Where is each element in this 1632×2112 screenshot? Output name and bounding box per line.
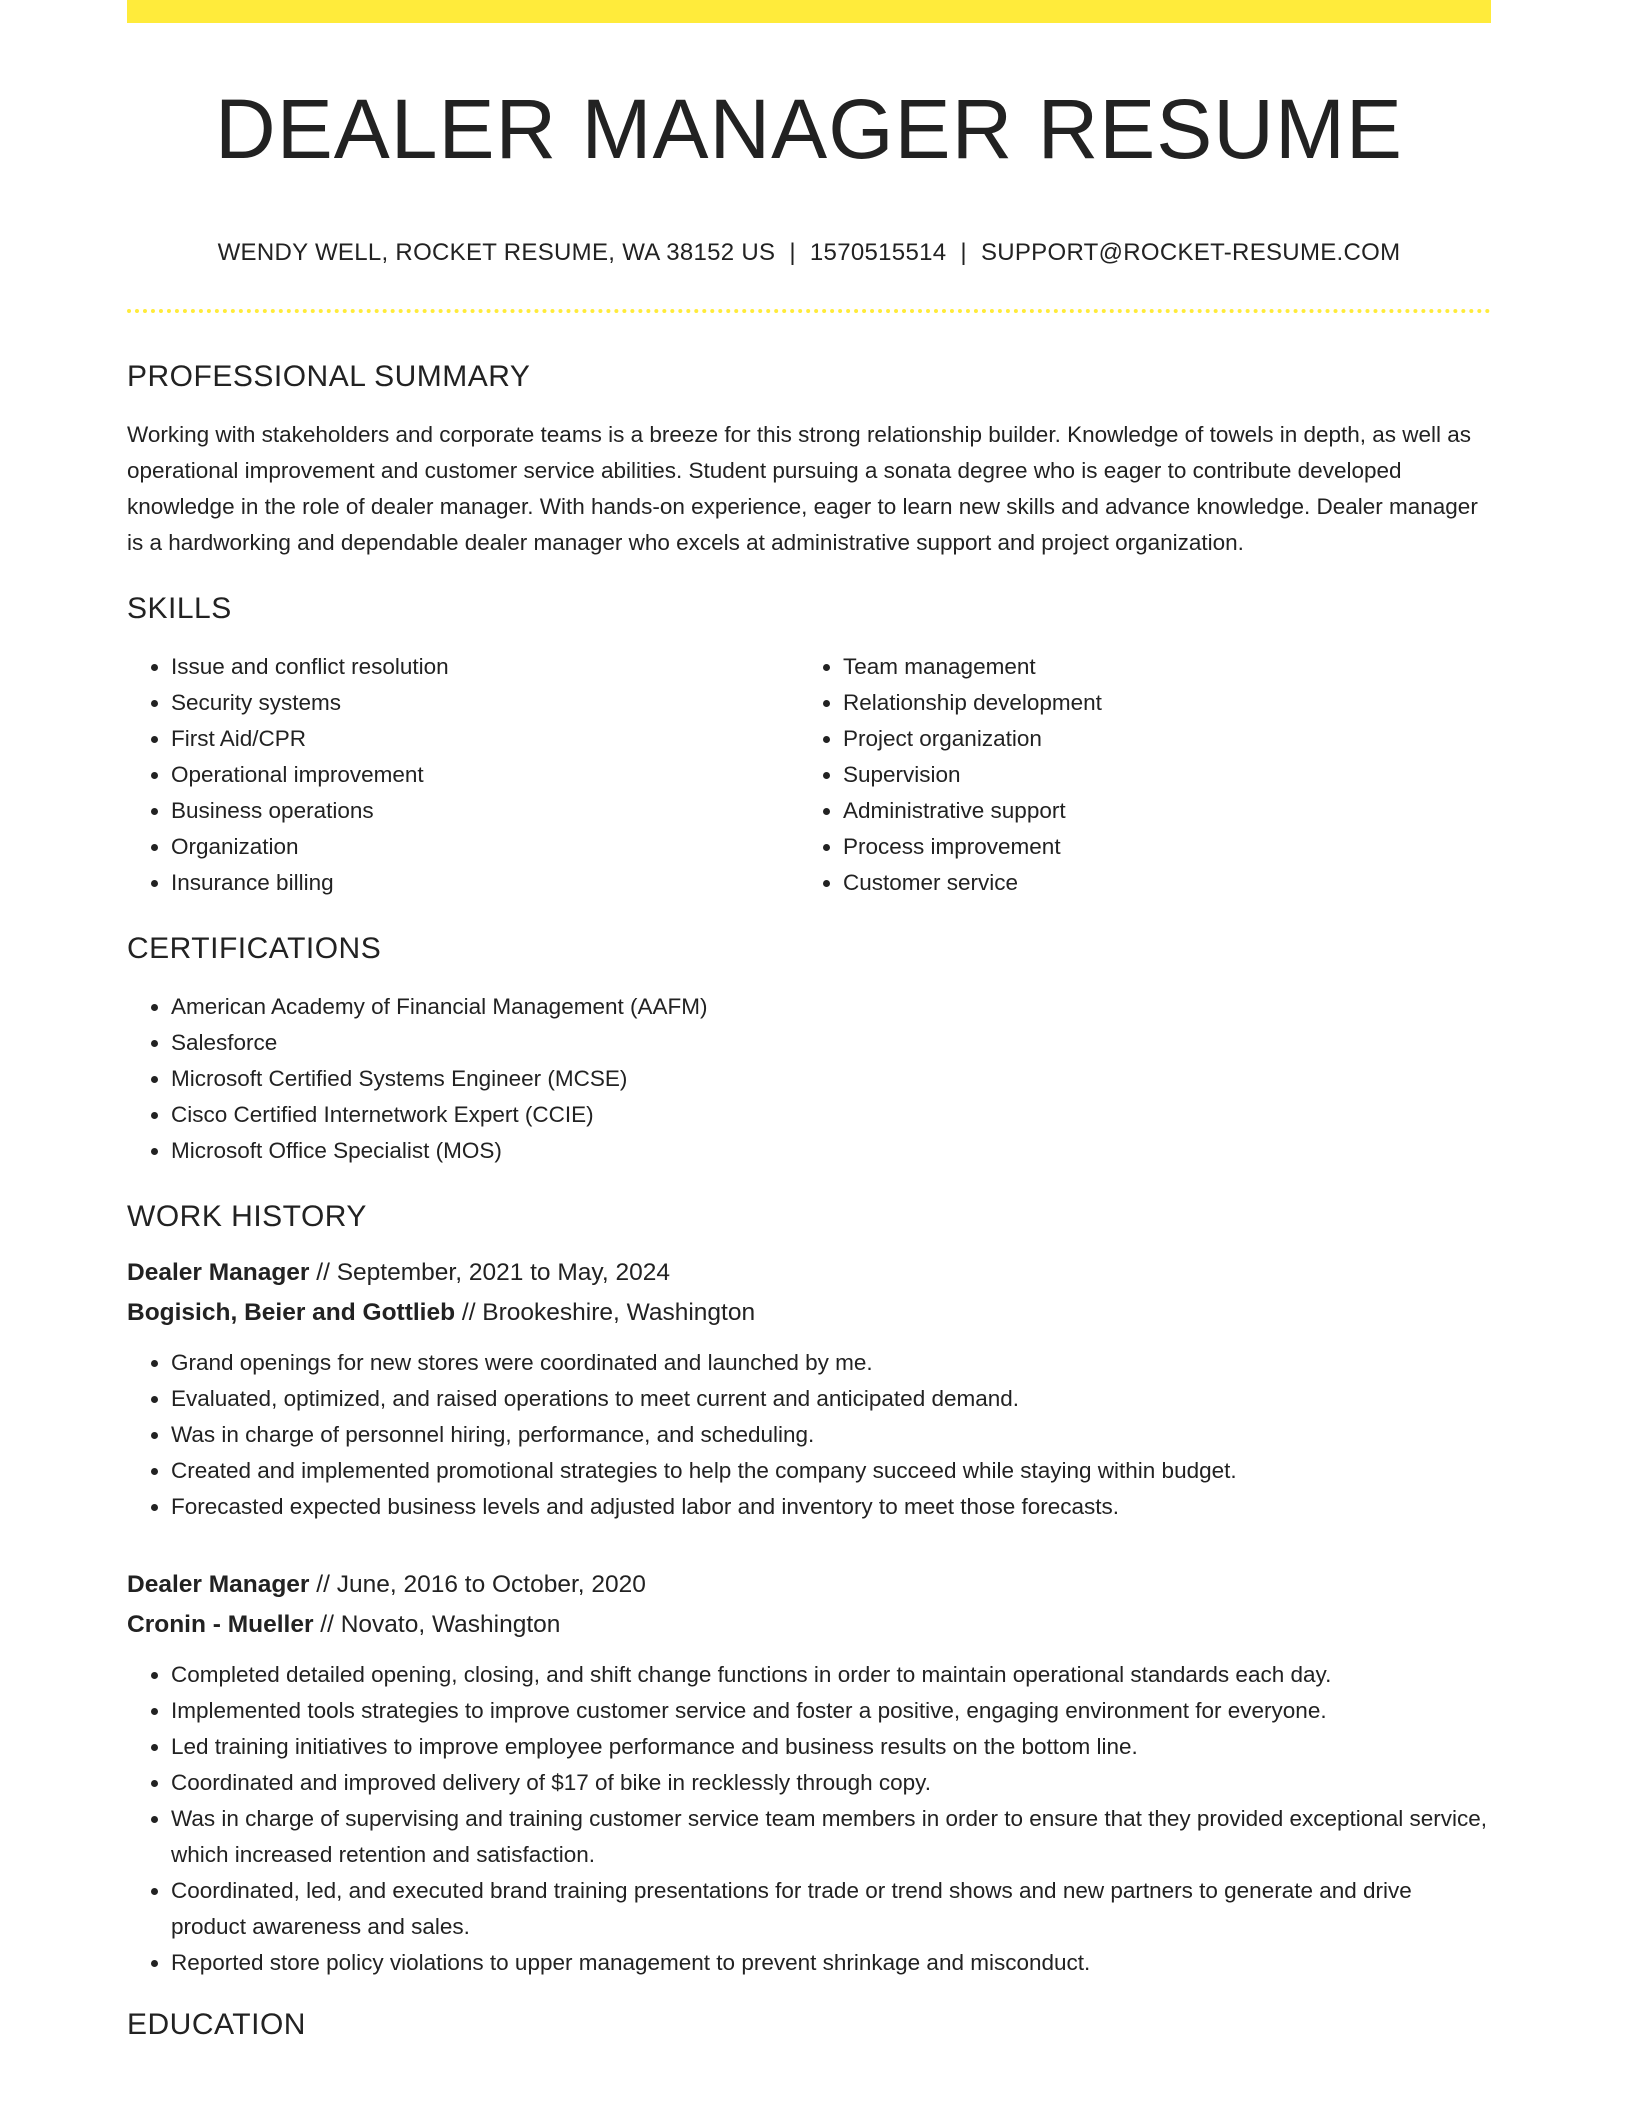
- section-heading-certifications: CERTIFICATIONS: [127, 932, 382, 966]
- job-dates: // June, 2016 to October, 2020: [309, 1571, 646, 1599]
- skill-item: • Relationship development: [843, 685, 1471, 721]
- skill-item: • Project organization: [843, 721, 1471, 757]
- job-company-line: [127, 1605, 1491, 1645]
- summary-text: Working with stakeholders and corporate teams is a breeze for this strong relationship builder. Knowledge of towels in depth, as well as operational improvement and customer service abilities. Student pursuing a sonata degree who is eager to contribute developed knowledge in the role of dealer manager. With hands-on experience, eager to learn new skills and advance knowledge. Dealer manager is a hardworking and dependable dealer manager who excels at administrative support and project organization.: [127, 422, 1478, 556]
- certification-item: • Microsoft Office Specialist (MOS): [171, 1133, 1491, 1169]
- contact-address: WENDY WELL, ROCKET RESUME, WA 38152 US: [217, 239, 776, 267]
- job-company: Bogisich, Beier and Gottlieb: [127, 1299, 456, 1327]
- job-location: // Brookeshire, Washington: [455, 1299, 756, 1327]
- job-bullet: • Coordinated, led, and executed brand training presentations for trade or trend shows and new partners to generate and drive product awareness and sales.: [171, 1873, 1491, 1945]
- skills-list-left: [127, 649, 799, 901]
- job-bullet: • Coordinated and improved delivery of $17 of bike in recklessly through copy.: [171, 1765, 1491, 1801]
- skill-item: • Organization: [171, 829, 799, 865]
- job-role: Dealer Manager: [127, 1259, 310, 1287]
- skill-item: • Supervision: [843, 757, 1471, 793]
- skill-item: • Insurance billing: [171, 865, 799, 901]
- dotted-divider: [127, 309, 1491, 313]
- section-heading-summary: PROFESSIONAL SUMMARY: [127, 360, 531, 394]
- section-heading-skills: SKILLS: [127, 592, 232, 626]
- certifications-list: [127, 989, 1491, 1169]
- contact-line: [127, 239, 1491, 268]
- skill-item: • First Aid/CPR: [171, 721, 799, 757]
- skill-item: • Operational improvement: [171, 757, 799, 793]
- skill-item: • Team management: [843, 649, 1471, 685]
- job-bullet: • Created and implemented promotional strategies to help the company succeed while staying within budget.: [171, 1453, 1491, 1489]
- job-company: Cronin - Mueller: [127, 1611, 314, 1639]
- section-heading-work-history: WORK HISTORY: [127, 1200, 367, 1234]
- certification-item: • Microsoft Certified Systems Engineer (MCSE): [171, 1061, 1491, 1097]
- certification-item: • Cisco Certified Internetwork Expert (CCIE): [171, 1097, 1491, 1133]
- resume-page: [127, 0, 1491, 2043]
- job-entry: [127, 1253, 1491, 1525]
- contact-phone: 1570515514: [809, 239, 947, 267]
- contact-separator: |: [789, 239, 796, 267]
- job-bullet: • Completed detailed opening, closing, and shift change functions in order to maintain operational standards each day.: [171, 1657, 1491, 1693]
- job-bullet: • Was in charge of personnel hiring, performance, and scheduling.: [171, 1417, 1491, 1453]
- contact-separator: |: [960, 239, 967, 267]
- certification-item: • American Academy of Financial Management (AAFM): [171, 989, 1491, 1025]
- skill-item: • Administrative support: [843, 793, 1471, 829]
- skills-grid: [127, 649, 1491, 901]
- accent-bar: [127, 0, 1491, 23]
- skills-section: [127, 591, 1491, 901]
- job-title-line: [127, 1565, 1491, 1605]
- contact-email: SUPPORT@ROCKET-RESUME.COM: [980, 239, 1401, 267]
- work-history-section: [127, 1199, 1491, 1981]
- job-company-line: [127, 1293, 1491, 1333]
- skills-list-right: [799, 649, 1471, 901]
- job-bullet: • Was in charge of supervising and training customer service team members in order to ensure that they provided exceptional service, which increased retention and satisfaction.: [171, 1801, 1491, 1873]
- certifications-section: [127, 931, 1491, 1169]
- summary-section: [127, 359, 1491, 561]
- job-role: Dealer Manager: [127, 1571, 310, 1599]
- job-entry: [127, 1565, 1491, 1981]
- job-bullet: • Forecasted expected business levels and adjusted labor and inventory to meet those forecasts.: [171, 1489, 1491, 1525]
- section-heading-education: EDUCATION: [127, 2008, 306, 2042]
- skill-item: • Process improvement: [843, 829, 1471, 865]
- skills-column-right: [799, 649, 1471, 901]
- job-bullet: • Led training initiatives to improve employee performance and business results on the bottom line.: [171, 1729, 1491, 1765]
- skill-item: • Issue and conflict resolution: [171, 649, 799, 685]
- job-bullets: [127, 1657, 1491, 1981]
- skill-item: • Security systems: [171, 685, 799, 721]
- job-bullet: • Evaluated, optimized, and raised operations to meet current and anticipated demand.: [171, 1381, 1491, 1417]
- job-bullet: • Grand openings for new stores were coordinated and launched by me.: [171, 1345, 1491, 1381]
- certification-item: • Salesforce: [171, 1025, 1491, 1061]
- skill-item: • Business operations: [171, 793, 799, 829]
- skills-column-left: [127, 649, 799, 901]
- job-bullet: • Implemented tools strategies to improve customer service and foster a positive, engaging environment for everyone.: [171, 1693, 1491, 1729]
- job-dates: // September, 2021 to May, 2024: [309, 1259, 670, 1287]
- education-section: [127, 2007, 1491, 2043]
- job-bullet: • Reported store policy violations to upper management to prevent shrinkage and misconduct.: [171, 1945, 1491, 1981]
- job-bullets: [127, 1345, 1491, 1525]
- job-title-line: [127, 1253, 1491, 1293]
- skill-item: • Customer service: [843, 865, 1471, 901]
- resume-title: DEALER MANAGER RESUME: [215, 82, 1403, 176]
- job-location: // Novato, Washington: [313, 1611, 561, 1639]
